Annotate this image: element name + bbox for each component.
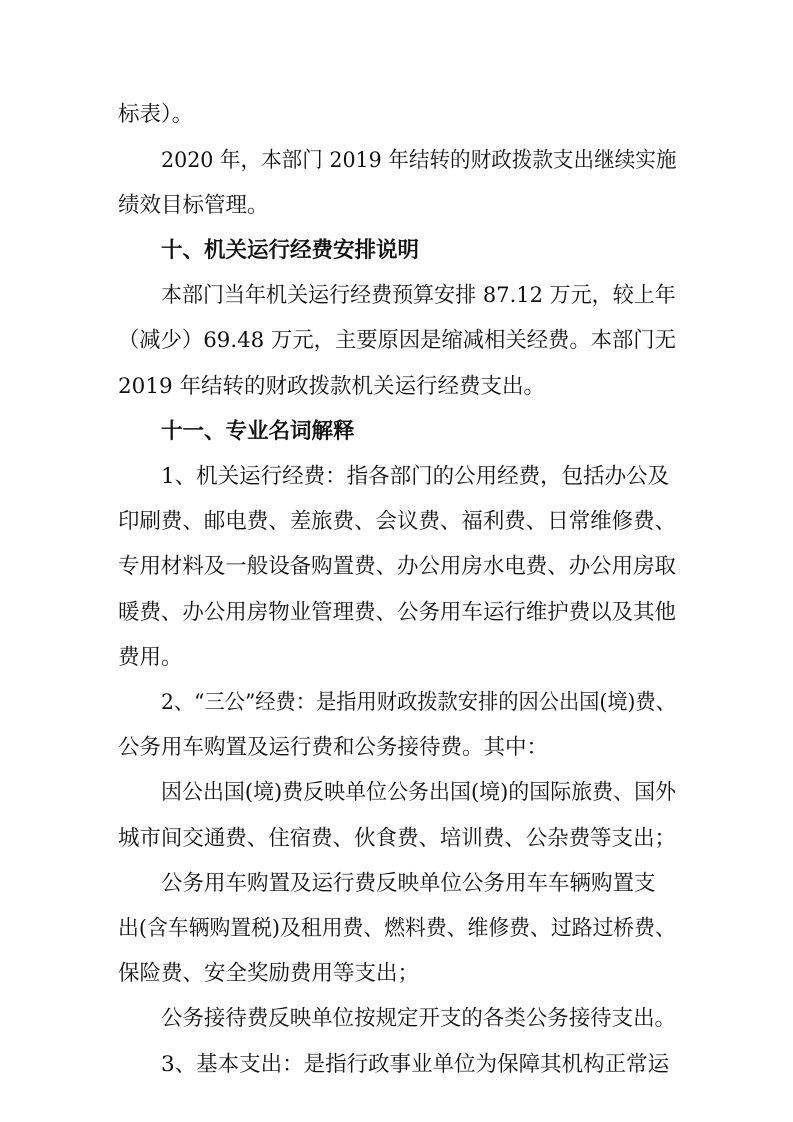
text-line: 费用。 bbox=[118, 645, 183, 670]
text-line: 2019 年结转的财政拨款机关运行经费支出。 bbox=[118, 374, 546, 399]
paragraph-first-line: 2、“三公”经费：是指用财政拨款安排的因公出国(境)费、 bbox=[161, 690, 676, 715]
text-line: 标表）。 bbox=[118, 102, 194, 127]
paragraph-first-line: 1、机关运行经费：指各部门的公用经费，包括办公及 bbox=[161, 464, 670, 489]
section-heading: 十、机关运行经费安排说明 bbox=[161, 238, 420, 263]
text-line: 专用材料及一般设备购置费、办公用房水电费、办公用房取 bbox=[118, 554, 677, 579]
text-line: （减少）69.48 万元，主要原因是缩减相关经费。本部门无 bbox=[118, 328, 676, 353]
text-line: 保险费、安全奖励费用等支出； bbox=[118, 961, 420, 986]
text-line: 城市间交通费、住宿费、伙食费、培训费、公杂费等支出； bbox=[118, 826, 677, 851]
text-line: 公务用车购置及运行费和公务接待费。其中： bbox=[118, 735, 549, 760]
paragraph-first-line: 本部门当年机关运行经费预算安排 87.12 万元，较上年 bbox=[161, 283, 676, 308]
text-line: 暖费、办公用房物业管理费、公务用车运行维护费以及其他 bbox=[118, 600, 677, 625]
paragraph-first-line: 2020 年，本部门 2019 年结转的财政拨款支出继续实施 bbox=[161, 148, 677, 173]
paragraph-first-line: 因公出国(境)费反映单位公务出国(境)的国际旅费、国外 bbox=[161, 780, 677, 805]
paragraph-first-line: 3、基本支出：是指行政事业单位为保障其机构正常运 bbox=[161, 1052, 670, 1077]
text-line: 印刷费、邮电费、差旅费、会议费、福利费、日常维修费、 bbox=[118, 509, 677, 534]
paragraph-first-line: 公务用车购置及运行费反映单位公务用车车辆购置支 bbox=[161, 871, 656, 896]
section-heading: 十一、专业名词解释 bbox=[161, 419, 355, 444]
paragraph-first-line: 公务接待费反映单位按规定开支的各类公务接待支出。 bbox=[161, 1006, 677, 1031]
text-line: 绩效目标管理。 bbox=[118, 193, 269, 218]
text-line: 出(含车辆购置税)及租用费、燃料费、维修费、过路过桥费、 bbox=[118, 916, 676, 941]
